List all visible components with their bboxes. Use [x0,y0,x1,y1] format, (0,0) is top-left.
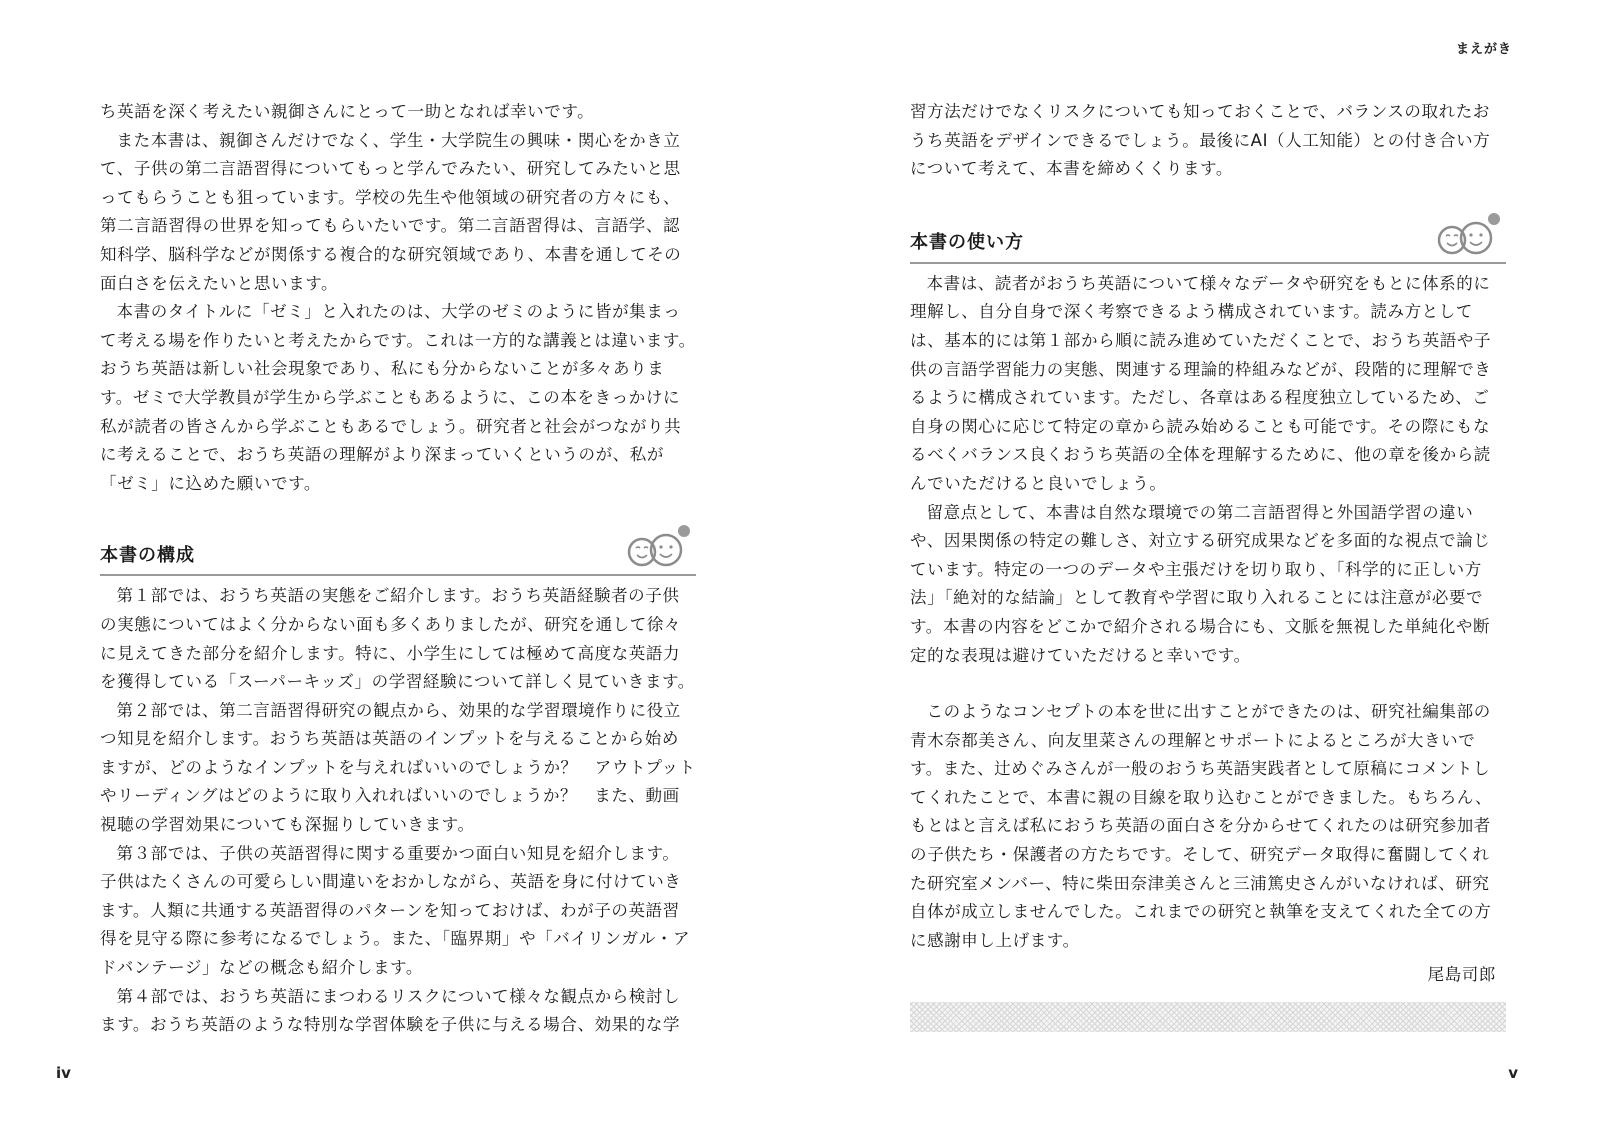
paragraph: 第２部では、第二言語習得研究の観点から、効果的な学習環境作りに役立つ知見を紹介します。おうち英語は英語のインプットを与えることから始めますが、どのようなインプットを与えればいいのでしょうか？ アウトプットやリーディングはどのように取り入れればいいのでしょうか？ また、動画視聴の学習効果についても深掘りしていきます。 [100,700,696,835]
section-heading-structure [100,530,696,576]
decorative-hatch-band [910,1002,1506,1032]
paragraph: 留意点として、本書は自然な環境での第二言語習得と外国語学習の違いや、因果関係の特定の難しさ、対立する研究成果などを多面的な視点で論じています。特定の一つのデータや主張だけを切り取り、「科学的に正しい方法」「絶対的な結論」として教育や学習に取り入れることには注意が必要です。本書の内容をどこかで紹介される場合にも、文脈を無視した単純化や断定的な表現は避けていただけると幸いです。 [910,502,1491,665]
paragraph: このようなコンセプトの本を世に出すことができたのは、研究社編集部の青木奈都美さん、向友里菜さんの理解とサポートによるところが大きいです。また、辻めぐみさんが一般のおうち英語実践者として原稿にコメントしてくれたことで、本書に親の目線を取り込むことができました。もちろん、もとはと言えば私におうち英語の面白さを分からせてくれたのは研究参加者の子供たち・保護者の方たちです。そして、研究データ取得に奮闘してくれた研究室メンバー、特に柴田奈津美さんと三浦篤史さんがいなければ、研究自体が成立しませんでした。これまでの研究と執筆を支えてくれた全ての方に感謝申し上げます。 [910,702,1493,950]
paragraph: 本書のタイトルに「ゼミ」と入れたのは、大学のゼミのように皆が集まって考える場を作りたいと考えたからです。これは一方的な講義とは違います。おうち英語は新しい社会現象であり、私にも分からないことが多々あります。ゼミで大学教員が学生から学ぶこともあるように、この本をきっかけに私が読者の皆さんから学ぶこともあるでしょう。研究者と社会がつながり共に考えることで、おうち英語の理解がより深まっていくというのが、私が「ゼミ」に込めた願いです。 [100,302,696,493]
author-signature: 尾島司郎 [1427,965,1496,985]
paragraph: また本書は、親御さんだけでなく、学生・大学院生の興味・関心をかき立て、子供の第二言語習得についてもっと学んでみたい、研究してみたいと思ってもらうことも狙っています。学校の先生や他領域の研究者の方々にも、第二言語習得の世界を知ってもらいたいです。第二言語習得は、言語学、認知科学、脳科学などが関係する複合的な研究領域であり、本書を通してその面白さを伝えたいと思います。 [100,130,682,293]
paragraph: 習方法だけでなくリスクについても知っておくことで、バランスの取れたおうち英語をデザインできるでしょう。最後にAI（人工知能）との付き合い方について考えて、本書を締めくくります。 [910,102,1491,179]
two-smiling-faces-icon [1436,212,1500,258]
running-head: まえがき [1455,42,1512,57]
section-title: 本書の使い方 [910,232,1024,254]
section-title: 本書の構成 [100,544,195,566]
two-smiling-faces-icon [626,524,690,570]
paragraph: ち英語を深く考えたい親御さんにとって一助となれば幸いです。 [100,102,595,121]
left-body [100,98,696,1040]
paragraph: 第１部では、おうち英語の実態をご紹介します。おうち英語経験者の子供の実態についてはよく分からない面も多くありましたが、研究を通して徐々に見えてきた部分を紹介します。特に、小学生にしては極めて高度な英語力を獲得している「スーパーキッズ」の学習経験について詳しく見ていきます。 [100,586,695,692]
paragraph: 本書は、読者がおうち英語について様々なデータや研究をもとに体系的に理解し、自分自身で深く考察できるよう構成されています。読み方としては、基本的には第１部から順に読み進めていただくことで、おうち英語や子供の言語学習能力の実態、関連する理論的枠組みなどが、段階的に理解できるように構成されています。ただし、各章はある程度独立しているため、ご自身の関心に応じて特定の章から読み始めることも可能です。その際にもなるべくバランス良くおうち英語の全体を理解するために、他の章を後から読んでいただけると良いでしょう。 [910,273,1492,493]
section-heading-usage [910,218,1506,264]
paragraph: 第４部では、おうち英語にまつわるリスクについて様々な観点から検討します。おうち英語のような特別な学習体験を子供に与える場合、効果的な学 [100,986,681,1035]
right-body [910,98,1506,1032]
right-page [800,0,1600,1132]
paragraph: 第３部では、子供の英語習得に関する重要かつ面白い知見を紹介します。子供はたくさんの可愛らしい間違いをおかしながら、英語を身に付けていきます。人類に共通する英語習得のパターンを知っておけば、わが子の英語習得を見守る際に参考になるでしょう。また、「臨界期」や「バイリンガル・アドバンテージ」などの概念も紹介します。 [100,843,691,978]
page-number: v [1508,1064,1518,1082]
page-number: iv [56,1064,71,1082]
